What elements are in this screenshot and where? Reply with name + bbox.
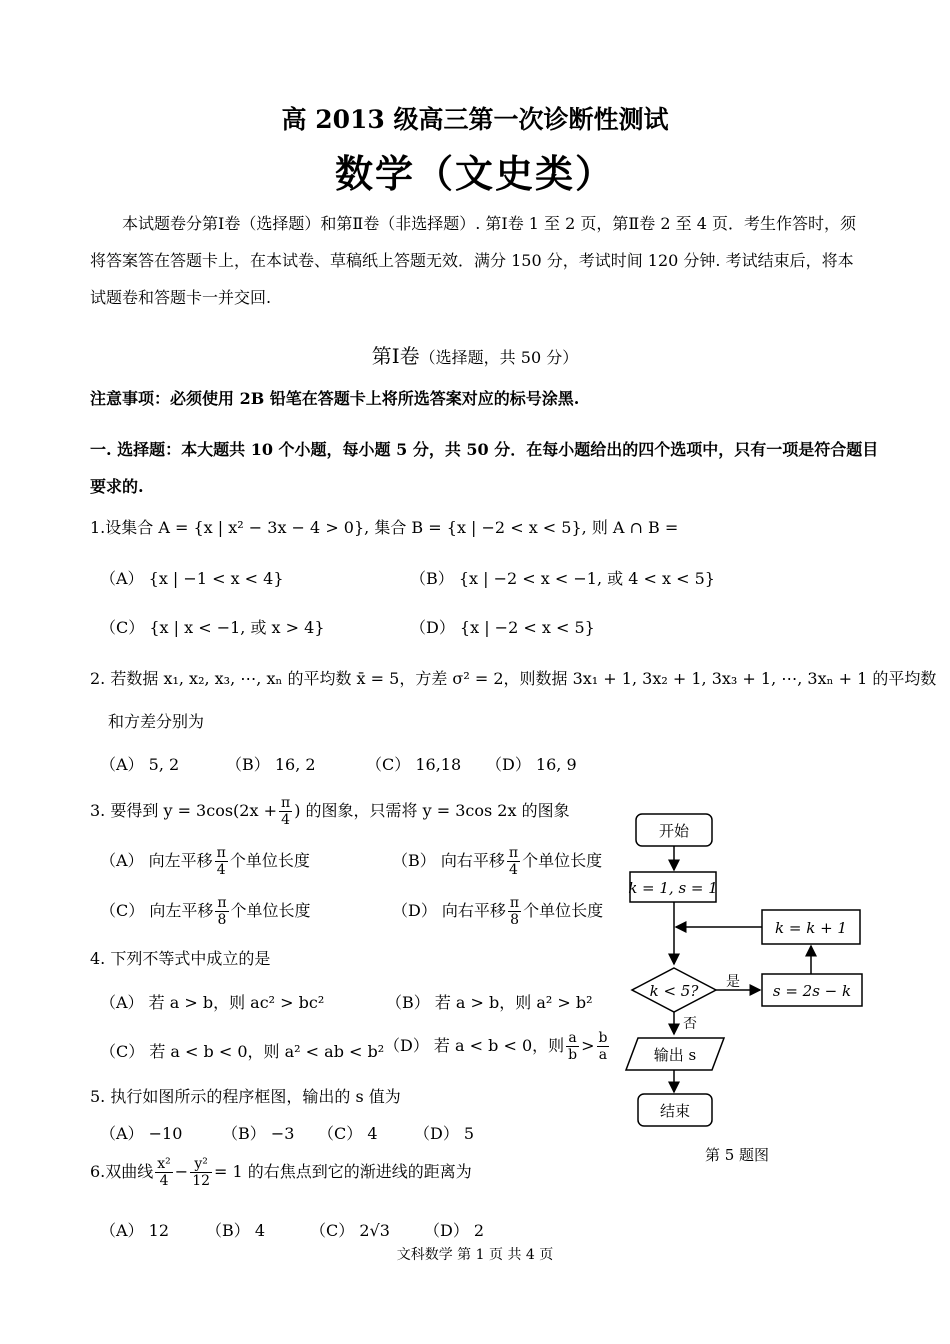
q6-option-a: （A） 12 [100, 1221, 170, 1240]
q5-option-b: （B） −3 [222, 1124, 295, 1143]
q2-stem: 2. 若数据 x₁, x₂, x₃, ⋯, xₙ 的平均数 x̄ = 5，方差 σ² = 2，则数据 3x₁ + 1, 3x₂ + 1, 3x₃ + 1, ⋯, 3xₙ + 1 的平均数 [90, 669, 937, 688]
q2-option-d: （D） 16, 9 [486, 755, 577, 774]
q6-option-c: （C） 2√3 [310, 1221, 390, 1240]
q6-option-b: （B） 4 [206, 1221, 266, 1240]
q4-stem: 4. 下列不等式中成立的是 [90, 949, 271, 968]
q1-option-c: （C） {x | x < −1, 或 x > 4} [100, 618, 325, 637]
q3-stem [90, 795, 570, 828]
q2-option-b: （B） 16, 2 [226, 755, 316, 774]
q3-option-b: （B） 向右平移 $\frac{\pi}{4}$ 个单位长度 [392, 845, 603, 878]
flow-yes-label: 是 [726, 974, 740, 990]
section-main: 第Ⅰ卷 [371, 344, 420, 368]
section-sub: （选择题，共 50 分） [419, 348, 579, 367]
q3-pi-over-4: $\frac{\pi}{4}$ [280, 795, 291, 828]
q5-option-c: （C） 4 [318, 1124, 378, 1143]
q3-option-d: （D） 向右平移 $\frac{\pi}{8}$ 个单位长度 [392, 895, 604, 928]
intro-paragraph: 本试题卷分第Ⅰ卷（选择题）和第Ⅱ卷（非选择题）. 第Ⅰ卷 1 至 2 页，第Ⅱ卷 2 至 4 页．考生作答时，须将答案答在答题卡上，在本试卷、草稿纸上答题无效．满分 150 分，考试时间 120 分钟. 考试结束后，将本试题卷和答题卡一并交回. [90, 214, 856, 307]
q1-option-a: （A） {x | −1 < x < 4} [100, 569, 284, 588]
q4-option-b: （B） 若 a > b，则 a² > b² [386, 993, 593, 1012]
q5-option-d: （D） 5 [414, 1124, 475, 1143]
section-heading [0, 340, 950, 369]
flow-init-label: k = 1, s = 1 [628, 879, 718, 897]
flow-update-k-label: k = k + 1 [775, 919, 847, 937]
flow-output-label: 输出 s [653, 1046, 697, 1064]
part1-instructions: 一. 选择题：本大题共 10 个小题，每小题 5 分，共 50 分．在每小题给出的四个选项中，只有一项是符合题目 [90, 440, 879, 459]
flow-condition-label: k < 5? [649, 982, 699, 1000]
q4-option-c: （C） 若 a < b < 0，则 a² < ab < b² [100, 1042, 385, 1061]
flowchart [600, 800, 890, 1180]
q3-option-a: （A） 向左平移 $\frac{\pi}{4}$ 个单位长度 [100, 845, 310, 878]
q4-option-a: （A） 若 a > b，则 ac² > bc² [100, 993, 325, 1012]
q4-option-d: （D） 若 a < b < 0，则 $\frac{a}{b}$ > $\frac{b}{a}$ [384, 1030, 608, 1063]
q2-option-c: （C） 16,18 [366, 755, 462, 774]
q5-option-a: （A） −10 [100, 1124, 183, 1143]
q3-stem-post: ) 的图象，只需将 y = 3cos 2x 的图象 [294, 801, 570, 820]
part1-instructions-cont: 要求的. [90, 477, 144, 496]
q3-option-c: （C） 向左平移 $\frac{\pi}{8}$ 个单位长度 [100, 895, 311, 928]
flow-end-label: 结束 [659, 1102, 691, 1120]
subject-title: 数学（文史类） [334, 151, 615, 196]
flow-start-label: 开始 [658, 822, 690, 840]
q1-option-d: （D） {x | −2 < x < 5} [410, 618, 595, 637]
q1-stem: 1.设集合 A = {x | x² − 3x − 4 > 0}, 集合 B = {x | −2 < x < 5}, 则 A ∩ B = [90, 518, 679, 537]
notice: 注意事项：必须使用 2B 铅笔在答题卡上将所选答案对应的标号涂黑. [90, 389, 580, 408]
q5-stem: 5. 执行如图所示的程序框图，输出的 s 值为 [90, 1087, 401, 1106]
flow-no-label: 否 [683, 1016, 697, 1032]
q2-option-a: （A） 5, 2 [100, 755, 180, 774]
exam-title: 高 2013 级高三第一次诊断性测试 [281, 105, 669, 134]
q6-stem: 6.双曲线 $\frac{\text{x²}}{4}$ − $\frac{\text{y²}}{12}$ = 1 的右焦点到它的渐进线的距离为 [90, 1156, 472, 1189]
q6-option-d: （D） 2 [424, 1221, 485, 1240]
q3-stem-pre: 3. 要得到 y = 3cos(2x + [90, 801, 277, 820]
q2-stem-cont: 和方差分别为 [108, 712, 205, 731]
q1-option-b: （B） {x | −2 < x < −1, 或 4 < x < 5} [410, 569, 715, 588]
page-footer: 文科数学 第 1 页 共 4 页 [396, 1247, 554, 1263]
flow-caption: 第 5 题图 [704, 1146, 770, 1164]
flow-update-s-label: s = 2s − k [772, 982, 852, 1000]
